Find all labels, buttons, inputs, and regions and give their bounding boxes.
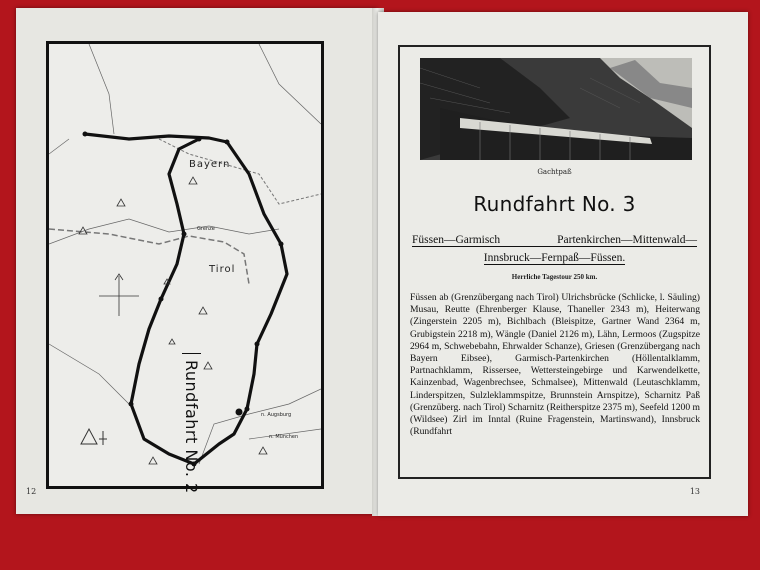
stations-line-2: Innsbruck—Fernpaß—Füssen. <box>483 252 626 264</box>
description-paragraph: Füssen ab (Grenzübergang nach Tirol) Ulrichsbrücke (Schlicke, l. Säuling) Musau, Reutte (Ehrenberger Klause, Thaneller 2343 m), Heiterwang (Zingerstein 2205 m), Bichlbach (Bleispitze, Gartner Wand 2364 m, Grubigstein 2218 m), Wängle (Daniel 2126 m), Lähn, Lermoos (Zugspitze 2964 m, Schwebebahn, Ehrwalder Schanze), Griesen (Grenzübergang nach Bayern Eibsee), Garmisch-Partenkirchen (Höllentalklamm, Partnachklamm, Rissersee, Wettersteingebirge und Karwendelkette, Kainzenbad, Wagenbrechsee, Schmalsee), Mittenwald (Leutaschklamm, Linderspitzen, Sulzleklammspitze, Brunnstein Arnspitze), Scharnitz Paß (Grenzüberg. nach Tirol) Scharnitz (Reitherspitze 2375 m), Seefeld 1200 m (Wildsee) Zirl im Inntal (Ruine Fragenstein, Martinswand), Innsbruck (Rundfahrt <box>410 292 700 438</box>
route-title-vertical: Rundfahrt No. 2 <box>182 353 201 570</box>
page-number-left: 12 <box>26 487 37 496</box>
illustration-caption: Gachtpaß <box>537 168 572 176</box>
map-label-augsburg-right: n. Augsburg <box>261 412 292 418</box>
map-label-bayern: Bayern <box>189 159 231 170</box>
text-frame <box>398 45 711 479</box>
map-label-muenchen: n. München <box>269 434 299 440</box>
tour-subtitle: Herrliche Tagestour 250 km. <box>511 273 598 281</box>
right-page <box>378 12 748 516</box>
stations-line-1: Füssen—Garmisch Partenkirchen—Mittenwald— <box>412 234 697 246</box>
left-page <box>16 8 378 514</box>
page-number-right: 13 <box>689 487 700 496</box>
map-label-grenze: Grenze <box>197 226 215 232</box>
gachtpass-illustration <box>420 58 692 160</box>
route-description <box>410 292 700 438</box>
page-title: Rundfahrt No. 3 <box>473 192 636 216</box>
route-stations <box>412 231 697 267</box>
map-label-tirol: Tirol <box>209 264 236 275</box>
